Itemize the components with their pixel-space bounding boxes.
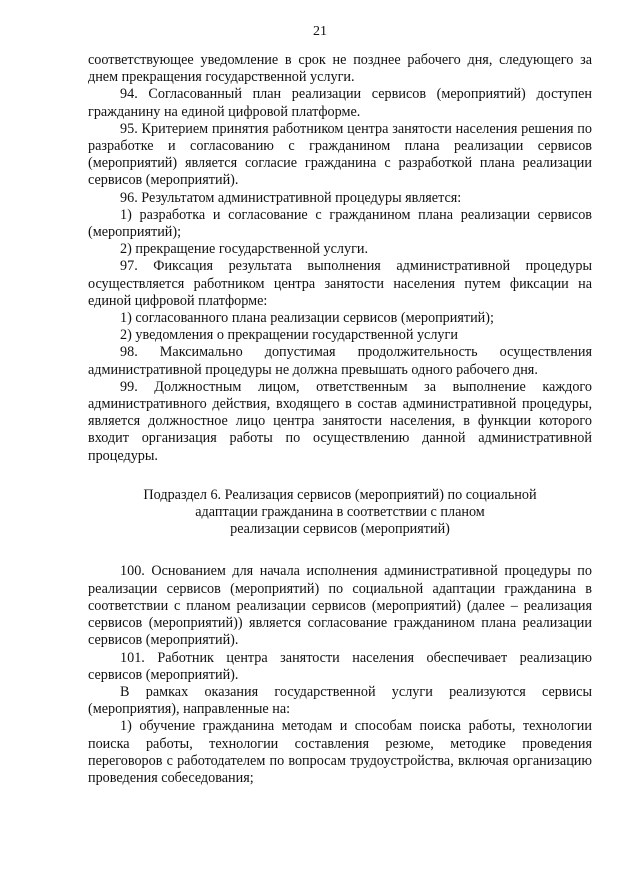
page-number: 21 — [313, 24, 327, 39]
paragraph: 99. Должностным лицом, ответственным за выполнение каждого административного действия, входящего в состав административной процедуры, является должностное лицо центра занятости населения, в функции которого входит организация работы по осуществлению данной административной процедуры. — [88, 378, 592, 464]
paragraph: 94. Согласованный план реализации сервисов (мероприятий) доступен гражданину на единой цифровой платформе. — [88, 86, 592, 120]
paragraph: 98. Максимально допустимая продолжительность осуществления административной процедуры не должна превышать одного рабочего дня. — [88, 344, 592, 378]
paragraph: 100. Основанием для начала исполнения административной процедуры по реализации сервисов (мероприятий) по социальной адаптации гражданина в соответствии с планом реализации сервисов (мероприятий) (далее – реализация сервисов (мероприятий)) является согласование гражданином плана реализации сервисов (мероприятий). — [88, 563, 592, 649]
paragraph: 101. Работник центра занятости населения обеспечивает реализацию сервисов (мероприятий). — [88, 649, 592, 683]
section-heading-line-3: реализации сервисов (мероприятий) — [230, 521, 450, 538]
paragraph: 96. Результатом административной процедуры является: — [120, 189, 462, 206]
paragraph: 2) уведомления о прекращении государственной услуги — [120, 327, 458, 344]
paragraph: В рамках оказания государственной услуги реализуются сервисы (мероприятия), направленные на: — [88, 683, 592, 718]
paragraph: 1) согласованного плана реализации сервисов (мероприятий); — [120, 310, 494, 327]
paragraph: 2) прекращение государственной услуги. — [120, 241, 369, 258]
section-heading — [88, 487, 592, 539]
paragraph: 1) разработка и согласование с гражданином плана реализации сервисов (мероприятий); — [88, 206, 592, 241]
paragraphs-after — [88, 563, 592, 787]
paragraph: 95. Критерием принятия работником центра занятости населения решения по разработке и согласованию с гражданином плана реализации сервисов (мероприятий) является согласие гражданина с разработкой плана реализации сервисов (мероприятий). — [88, 120, 592, 189]
paragraphs-before — [88, 52, 592, 465]
document-body — [88, 52, 592, 787]
paragraph: соответствующее уведомление в срок не позднее рабочего дня, следующего за днем прекращения государственной услуги. — [88, 52, 592, 86]
paragraph: 97. Фиксация результата выполнения административной процедуры осуществляется работником центра занятости населения путем фиксации на единой цифровой платформе: — [88, 258, 592, 309]
section-heading-line-1: Подраздел 6. Реализация сервисов (мероприятий) по социальной — [143, 486, 537, 503]
section-heading-line-2: адаптации гражданина в соответствии с планом — [195, 504, 485, 521]
paragraph: 1) обучение гражданина методам и способам поиска работы, технологии поиска работы, технологии составления резюме, методике проведения переговоров с работодателем по вопросам трудоустройства, включая организацию проведения собеседования; — [88, 718, 592, 786]
